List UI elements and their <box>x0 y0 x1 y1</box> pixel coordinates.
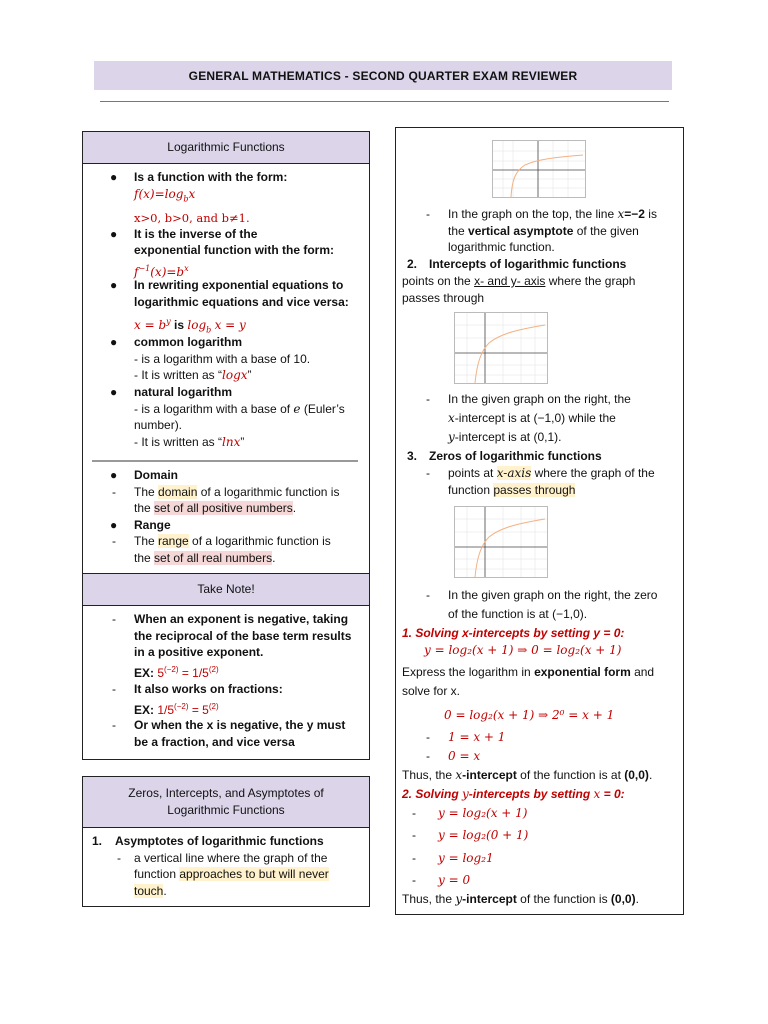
natural-log-line3: - It is written as “lnx” <box>134 435 245 449</box>
asym-text-line2: the vertical asymptote of the given <box>448 224 639 238</box>
thus-x-line: Thus, the x-intercept of the function is at (0,0). <box>402 768 653 782</box>
dash: - <box>426 730 430 744</box>
range-line1: The range of a logarithmic function is <box>134 534 331 548</box>
asym-text-line3: logarithmic function. <box>448 240 555 254</box>
zeros-line2: function passes through <box>448 483 576 497</box>
dash: - <box>426 392 430 406</box>
bullet: ● <box>110 518 118 532</box>
item-rewrite-line2: logarithmic equations and vice versa: <box>134 295 349 309</box>
y-equation-3: y = log₂1 <box>438 851 494 865</box>
common-log-line2: - It is written as “logx” <box>134 368 252 382</box>
zeros-title: Zeros of logarithmic functions <box>429 449 602 463</box>
zeros-line1: points at x-axis where the graph of the <box>448 466 655 480</box>
bullet: ● <box>110 335 118 349</box>
graph-asymptote <box>492 140 586 198</box>
equation-1: 0 = log₂(x + 1) ⇒ 2⁰ = x + 1 <box>444 708 615 722</box>
asymptote-line2: function approaches to but will never <box>134 867 329 881</box>
asymptote-num: 1. <box>92 834 103 848</box>
log-graph-2-icon <box>455 313 547 383</box>
dash: - <box>112 682 116 696</box>
dash: - <box>426 466 430 480</box>
log-graph-3-icon <box>455 507 547 577</box>
express-line1: Express the logarithm in exponential form and <box>402 665 655 679</box>
bullet: ● <box>110 278 118 292</box>
dash: - <box>112 485 116 499</box>
natural-log-title: natural logarithm <box>134 385 233 399</box>
note-line4: It also works on fractions: <box>134 682 283 696</box>
note-line5: Or when the x is negative, the y must <box>134 718 346 732</box>
item-inverse-line2: exponential function with the form: <box>134 243 334 257</box>
dash: - <box>112 534 116 548</box>
y-equation-4: y = 0 <box>438 873 471 887</box>
equation-3: 0 = x <box>448 749 481 763</box>
solve-x-formula: y = log₂(x + 1) ⇒ 0 = log₂(x + 1) <box>424 643 622 657</box>
item-form-label: Is a function with the form: <box>134 170 288 184</box>
intercepts-line1: points on the x- and y- axis where the graph <box>402 274 636 288</box>
thus-y-line: Thus, the y-intercept of the function is (0,0). <box>402 892 639 906</box>
solve-y-title: 2. Solving y-intercepts by setting x = 0: <box>402 787 625 801</box>
range-title: Range <box>134 518 171 532</box>
y-equation-2: y = log₂(0 + 1) <box>438 828 529 842</box>
note-line3: in a positive exponent. <box>134 645 264 659</box>
bullet: ● <box>110 385 118 399</box>
page-title: GENERAL MATHEMATICS - SECOND QUARTER EXAM REVIEWER <box>94 61 672 90</box>
section-divider <box>92 460 358 462</box>
dash: - <box>412 828 416 842</box>
natural-log-line2: number). <box>134 418 183 432</box>
graph-zeros <box>454 506 548 578</box>
solve-x-title: 1. Solving x-intercepts by setting y = 0: <box>402 626 625 640</box>
natural-log-line1: - is a logarithm with a base of e (Euler’s <box>134 402 345 416</box>
formula-log-form: $f(x)=\log_bx$ <box>134 187 196 204</box>
zeros-header: Zeros, Intercepts, and Asymptotes of Logarithmic Functions <box>83 777 369 828</box>
common-log-line1: - is a logarithm with a base of 10. <box>134 352 311 366</box>
note-example2: EX: $1/5^{(-2)} = 5^{(2)}$ <box>134 702 219 717</box>
common-log-title: common logarithm <box>134 335 243 349</box>
formula-rewrite: $x = b^y$ is $\log_b x = y$ <box>134 317 246 335</box>
domain-line2: the set of all positive numbers. <box>134 501 297 515</box>
asymptote-line1: a vertical line where the graph of the <box>134 851 328 865</box>
formula-conditions: x>0, b>0, and b≠1. <box>134 211 250 225</box>
log-graph-1-icon <box>493 141 585 197</box>
item-inverse-line1: It is the inverse of the <box>134 227 258 241</box>
bullet: ● <box>110 468 118 482</box>
intercepts-text-line3: y-intercept is at (0,1). <box>448 430 562 444</box>
intercepts-text-line1: In the given graph on the right, the <box>448 392 631 406</box>
asymptote-line3: touch. <box>134 884 167 898</box>
bullet: ● <box>110 170 118 184</box>
note-example1: EX: $5^{(-2)} = 1/5^{(2)}$ <box>134 665 219 680</box>
dash: - <box>426 749 430 763</box>
log-functions-header: Logarithmic Functions <box>83 132 369 164</box>
title-divider <box>100 101 669 102</box>
dash: - <box>426 588 430 602</box>
domain-title: Domain <box>134 468 179 482</box>
dash: - <box>112 612 116 626</box>
take-note-header: Take Note! <box>83 574 369 606</box>
y-equation-1: y = log₂(x + 1) <box>438 806 528 820</box>
note-line6: be a fraction, and vice versa <box>134 735 295 749</box>
dash: - <box>112 718 116 732</box>
bullet: ● <box>110 227 118 241</box>
formula-inverse: $f^{-1}(x)=b^x$ <box>134 264 189 279</box>
range-line2: the set of all real numbers. <box>134 551 276 565</box>
item-rewrite-line1: In rewriting exponential equations to <box>134 278 344 292</box>
express-line2: solve for x. <box>402 684 461 698</box>
graph-intercepts <box>454 312 548 384</box>
domain-line1: The domain of a logarithmic function is <box>134 485 340 499</box>
zeros-num: 3. <box>407 449 418 463</box>
zeros-text-line1: In the given graph on the right, the zero <box>448 588 658 602</box>
intercepts-title: Intercepts of logarithmic functions <box>429 257 627 271</box>
intercepts-text-line2: x-intercept is at (−1,0) while the <box>448 411 616 425</box>
note-line2: the reciprocal of the base term results <box>134 629 352 643</box>
asym-text-line1: In the graph on the top, the line x=−2 is <box>448 207 657 221</box>
asymptote-title: Asymptotes of logarithmic functions <box>115 834 324 848</box>
zeros-text-line2: of the function is at (−1,0). <box>448 607 588 621</box>
note-line1: When an exponent is negative, taking <box>134 612 349 626</box>
intercepts-line2: passes through <box>402 291 485 305</box>
dash: - <box>412 851 416 865</box>
intercepts-num: 2. <box>407 257 418 271</box>
dash: - <box>412 806 416 820</box>
dash: - <box>412 873 416 887</box>
dash: - <box>117 851 121 865</box>
dash: - <box>426 207 430 221</box>
equation-2: 1 = x + 1 <box>448 730 506 744</box>
